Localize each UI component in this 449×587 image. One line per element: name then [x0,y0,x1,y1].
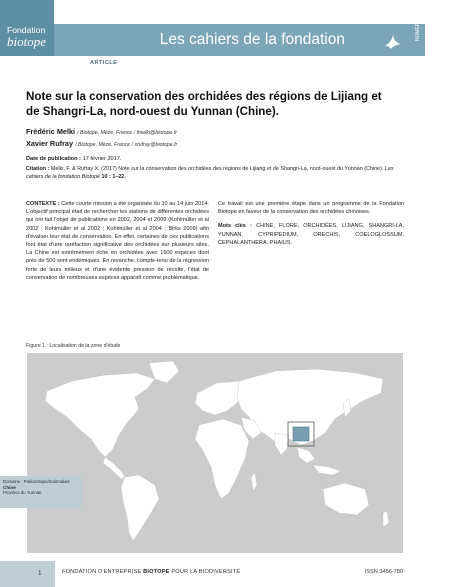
page-number-box [0,561,55,587]
article-title: Note sur la conservation des orchidées des régions de Lijiang et de Shangri-La, nord-ouest du Yunnan (Chine). [26,90,382,118]
central-america [103,457,125,479]
authors-block [26,127,177,150]
author-affiliation[interactable]: / Biotope, Mèze, France / fmelki@biotope.fr [77,130,177,136]
publication-date [26,155,121,163]
context-text: Cette courte mission a été organisée du 10 au 14 juin 2014. L'objectif principal était de rechercher les stations de différentes orchidées qui ont fait l'objet de publications en 2002, 2004 et 2009 (Kohlmüller et al 2002 ; Kohlmüller et al 2002 ; Kohlmüller et al 2004 ; Birks 2009) afin d'évaluer leur état de conservation. En effet, certaines de ces publications font état d'une raréfaction significative des orchidées sur plusieurs sites. La Chine est extrêmement riche en orchidées avec 1500 espèces dont près de 500 sont endémiques. En revanche, compte-tenu de la régression forte de leurs milieux et d'une évidente pression de récolte, l'état de conservation de nombreuses espèces apparaît comme problématique. [26,201,209,281]
series-title: Les cahiers de la fondation [159,31,345,48]
keywords [218,222,404,247]
header-band [54,18,449,56]
author-line [26,139,177,151]
foundation-logo [0,0,54,56]
author-line [26,127,177,139]
page-number: 1 [38,570,42,577]
map-legend [0,476,82,508]
citation-journal: Les cahiers de la fondation Biotope [26,166,394,181]
bird-icon [384,34,402,50]
logo-biotope-text: biotope [7,34,46,49]
africa [195,419,249,499]
issn: ISSN 3456-780 [364,569,403,575]
article-tag: ARTICLE [90,60,118,66]
new-zealand [383,511,389,527]
study-area-marker [293,427,309,441]
figure-caption: Figure 1 : Localisation de la zone d'étude [26,343,121,349]
citation-label: Citation : [26,166,50,172]
australia [323,483,369,515]
keywords-text: CHINE, FLORE, ORCHIDÉES, LIJIANG, SHANGRI-LA, YUNNAN, CYPRIPEDIUM, ORECHIS, COELOGLOSSUM, CEPHALANTHERA, PHAIUS. [218,223,405,246]
world-map-svg [27,353,403,553]
citation-issue: 10 : 1–22. [101,174,126,181]
numero-label: NUMÉRO [415,18,421,41]
pubdate-value: 17 février 2017. [82,156,122,162]
right-column [218,200,404,247]
madagascar [251,473,257,491]
left-column [26,200,209,282]
footer-suffix: POUR LA BIODIVERSITÉ [171,569,241,575]
citation [26,165,404,181]
author-name: Frédéric Melki [26,127,76,136]
north-america [45,373,155,457]
foundation-footer [62,569,240,575]
legend-region: Province du Yunnan [3,490,42,496]
world-map [27,353,403,553]
logo-fondation-text: Fondation [7,25,46,35]
keywords-label: Mots clés : [218,223,252,230]
footer-prefix: FONDATION D'ENTREPRISE [62,569,142,575]
legend-domain: Domaine : Paléarctique/Indomalais [3,479,70,484]
context-label: CONTEXTE : [26,201,60,207]
south-america [121,475,159,541]
pubdate-label: Date de publication : [26,156,82,162]
footer-brand: BIOTOPE [143,569,170,575]
author-affiliation[interactable]: / Biotope, Mèze, France / xrufray@biotope.fr [75,141,178,148]
issue-number: 10 [426,27,449,50]
southeast-asia [297,447,341,475]
legend-country: Chine [3,484,16,490]
citation-text: Melki, F. & Rufray X. (2017) Note sur la conservation des orchidées des régions de Lijiang et de Shangri-La, nord-ouest du Yunnan (Chine). [50,166,384,172]
author-name: Xavier Rufray [26,138,74,148]
right-paragraph: Ce travail est une première étape dans un programme de la Fondation Biotope en faveur de la conservation des orchidées chinoises. [218,201,404,216]
